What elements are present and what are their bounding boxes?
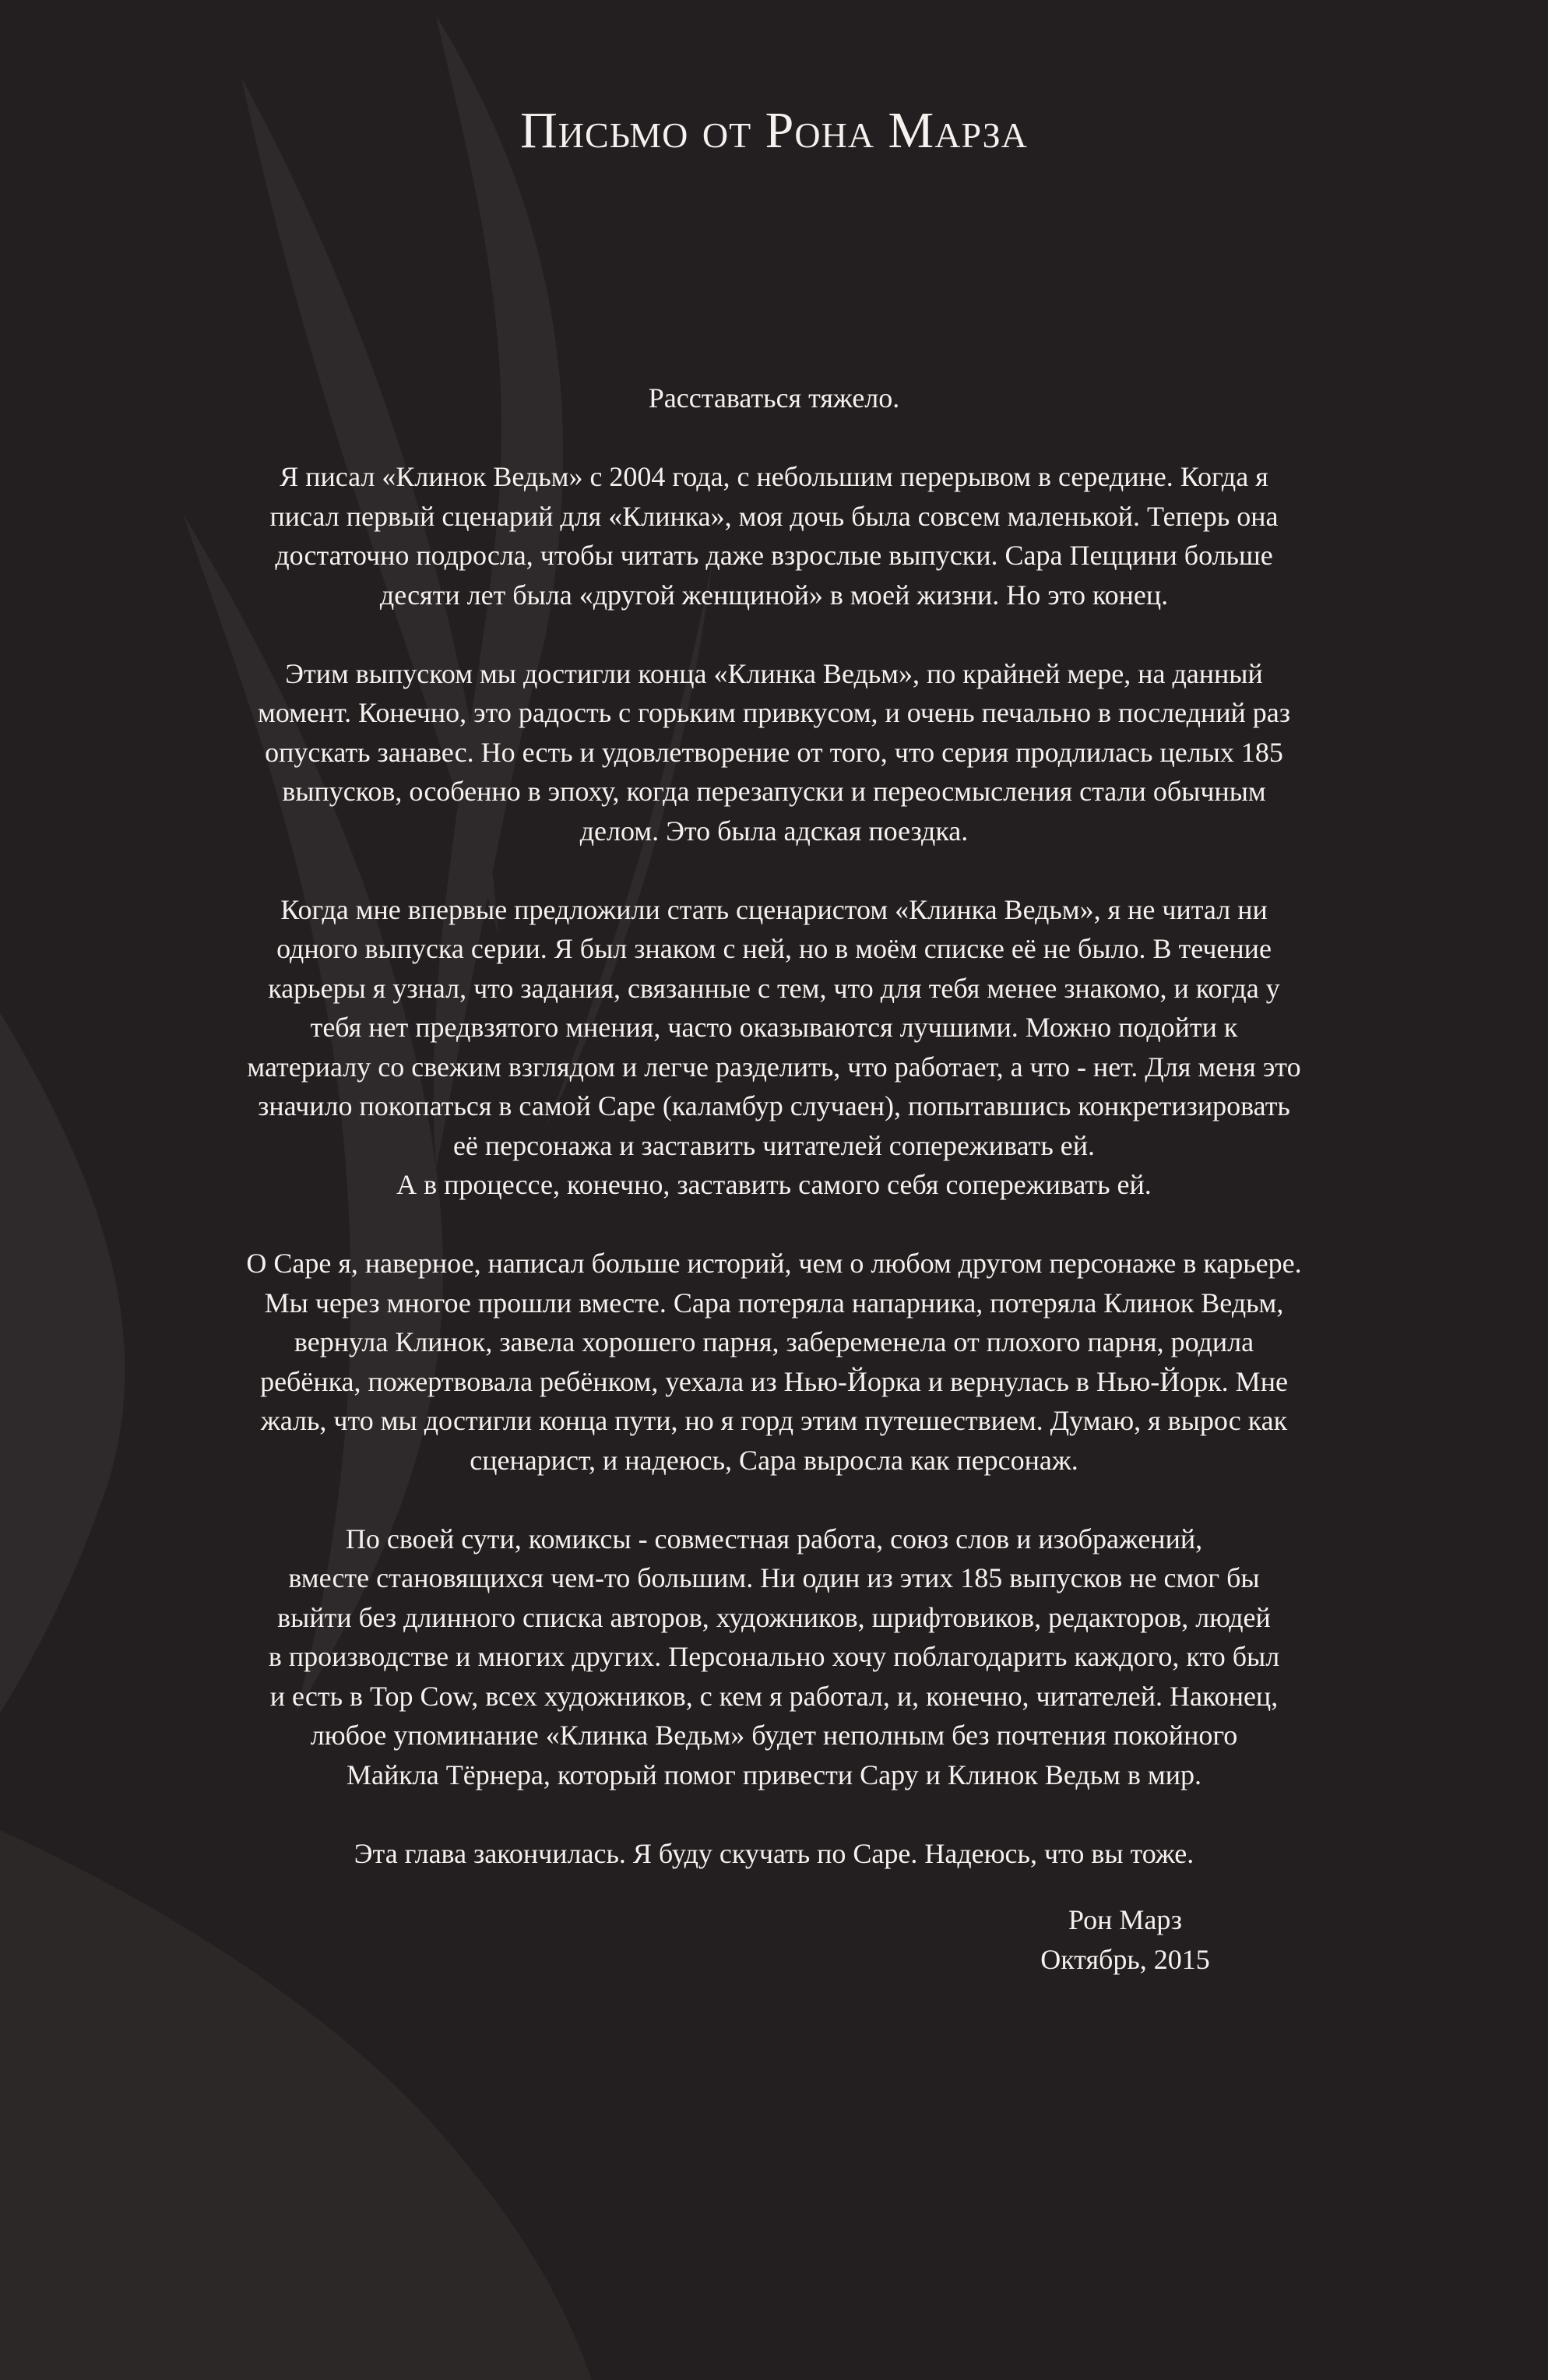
text-line: достаточно подросла, чтобы читать даже взрослые выпуски. Сара Пеццини больше	[275, 540, 1273, 571]
text-line: момент. Конечно, это радость с горьким привкусом, и очень печально в последний раз	[258, 697, 1290, 728]
letter-paragraph	[156, 457, 1392, 614]
text-line: Этим выпуском мы достигли конца «Клинка Ведьм», по крайней мере, на данный	[285, 657, 1263, 689]
text-line: Майкла Тёрнера, который помог привести Сару и Клинок Ведьм в мир.	[347, 1759, 1201, 1790]
text-line: в производстве и многих других. Персонально хочу поблагодарить каждого, кто был	[268, 1641, 1280, 1672]
text-line: Эта глава закончилась. Я буду скучать по Саре. Надеюсь, что вы тоже.	[354, 1837, 1194, 1869]
text-line: и есть в Top Cow, всех художников, с кем я работал, и, конечно, читателей. Наконец,	[269, 1680, 1279, 1712]
text-line: значило покопаться в самой Саре (каламбур случаен), попытавшись конкретизировать	[258, 1090, 1290, 1121]
text-line: сценарист, и надеюсь, Сара выросла как персонаж.	[470, 1444, 1078, 1476]
text-line: Я писал «Клинок Ведьм» с 2004 года, с небольшим перерывом в середине. Когда я	[280, 461, 1268, 492]
text-line: вернула Клинок, завела хорошего парня, забеременела от плохого парня, родила	[294, 1326, 1254, 1357]
text-line: любое упоминание «Клинка Ведьм» будет неполным без почтения покойного	[310, 1720, 1238, 1751]
text-line: опускать занавес. Но есть и удовлетворение от того, что серия продлилась целых 185	[265, 736, 1283, 768]
greeting	[156, 378, 1392, 418]
letter-paragraph	[156, 1244, 1392, 1480]
signature-block	[1012, 1900, 1238, 1979]
text-line: делом. Это была адская поездка.	[579, 815, 969, 847]
text-line: Мы через многое прошли вместе. Сара потеряла напарника, потеряла Клинок Ведьм,	[264, 1287, 1284, 1319]
letter-paragraph	[156, 890, 1392, 1205]
signature-name: Рон Марз	[1068, 1904, 1183, 1935]
text-line: жаль, что мы достигли конца пути, но я горд этим путешествием. Думаю, я вырос как	[260, 1405, 1288, 1436]
letter-paragraph	[156, 1834, 1392, 1874]
text-line: Расставаться тяжело.	[648, 382, 900, 414]
text-line: десяти лет была «другой женщиной» в моей жизни. Но это конец.	[379, 579, 1169, 611]
signature-date: Октябрь, 2015	[1040, 1943, 1210, 1975]
text-line: Когда мне впервые предложили стать сценаристом «Клинка Ведьм», я не читал ни	[280, 893, 1268, 925]
text-line: тебя нет предвзятого мнения, часто оказываются лучшими. Можно подойти к	[310, 1012, 1238, 1043]
text-line: выпусков, особенно в эпоху, когда перезапуски и переосмысления стали обычным	[282, 776, 1266, 807]
text-line: вместе становящихся чем-то большим. Ни один из этих 185 выпусков не смог бы	[288, 1562, 1260, 1593]
text-line: ребёнка, пожертвовала ребёнком, уехала из Нью-Йорка и вернулась в Нью-Йорк. Мне	[260, 1365, 1288, 1397]
letter-paragraph	[156, 1519, 1392, 1795]
text-line: карьеры я узнал, что задания, связанные с тем, что для тебя менее знакомо, и когда у	[268, 972, 1280, 1004]
text-line: О Саре я, наверное, написал больше историй, чем о любом другом персонаже в карьере.	[246, 1248, 1302, 1279]
text-line: одного выпуска серии. Я был знаком с ней, но в моём списке её не было. В течение	[276, 933, 1272, 964]
leaf-shape	[0, 1012, 125, 1713]
text-line: выйти без длинного списка авторов, художников, шрифтовиков, редакторов, людей	[277, 1601, 1271, 1633]
text-line: материалу со свежим взглядом и легче разделить, что работает, а что - нет. Для меня это	[247, 1051, 1301, 1083]
text-line: её персонажа и заставить читателей сопереживать ей.	[452, 1129, 1096, 1161]
text-line: По своей сути, комиксы - совместная работа, союз слов и изображений,	[345, 1523, 1203, 1554]
letter-body	[156, 378, 1392, 1913]
leaf-shape	[0, 1830, 592, 2380]
page-title: Письмо от Рона Марза	[520, 102, 1028, 159]
text-line: А в процессе, конечно, заставить самого себя сопереживать ей.	[396, 1169, 1152, 1200]
text-line: писал первый сценарий для «Клинка», моя дочь была совсем маленькой. Теперь она	[269, 500, 1279, 532]
letter-paragraph	[156, 654, 1392, 851]
